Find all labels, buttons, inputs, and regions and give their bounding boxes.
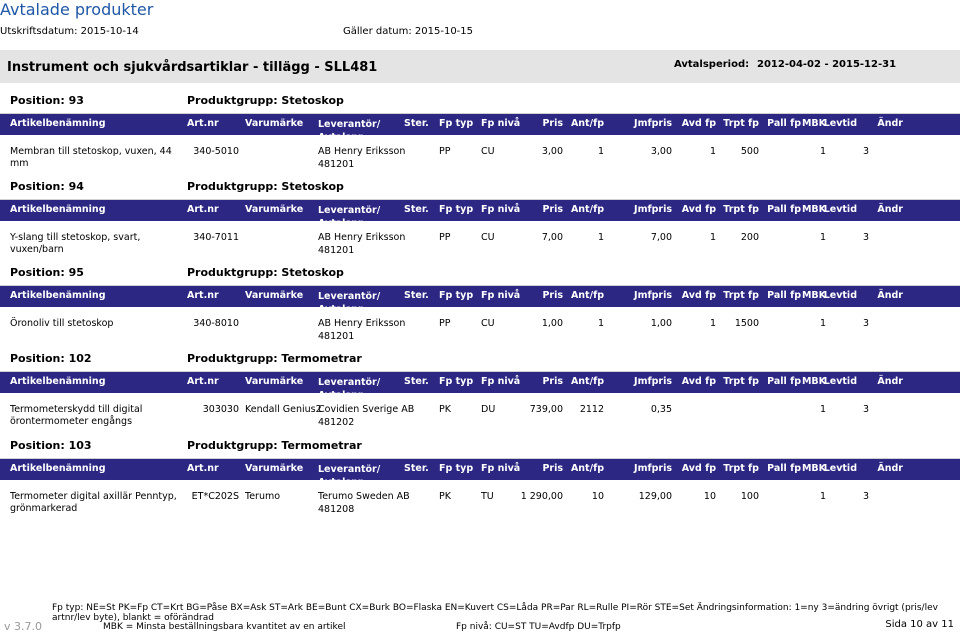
cell-trptfp: 100: [740, 491, 759, 502]
column-header-jmfpris: Jmfpris: [634, 463, 672, 474]
cell-leverantor: Covidien Sverige AB: [318, 404, 415, 415]
column-header-pallfp: Pall fp: [767, 463, 801, 474]
cell-avtalsnr: 481202: [318, 417, 355, 428]
column-header-fpniva: Fp nivå: [481, 463, 521, 474]
cell-artikel: Termometerskydd till digital örontermometer engångs: [10, 404, 143, 427]
column-header-fptyp: Fp typ: [439, 118, 474, 129]
cell-fpniva: DU: [481, 404, 496, 415]
cell-artikel: Öronoliv till stetoskop: [10, 318, 114, 329]
cell-fptyp: PP: [439, 318, 451, 329]
position-header: [0, 177, 960, 201]
cell-avdfp: 1: [709, 232, 716, 243]
column-header-ster: Ster.: [404, 204, 429, 215]
cell-fptyp: PK: [439, 404, 451, 415]
position-label: Position: 103: [10, 439, 92, 452]
cell-antfp: 2112: [579, 404, 604, 415]
position-header: [0, 263, 960, 287]
column-header-jmfpris: Jmfpris: [634, 290, 672, 301]
cell-avtalsnr: 481201: [318, 245, 355, 256]
cell-artikel: Y-slang till stetoskop, svart, vuxen/barn: [10, 232, 141, 255]
cell-fptyp: PP: [439, 232, 451, 243]
column-header-mbk: MBK: [801, 376, 826, 387]
column-header-artnr: Art.nr: [187, 290, 219, 301]
column-header-pris: Pris: [542, 376, 563, 387]
column-header-ster: Ster.: [404, 376, 429, 387]
column-header-avdfp: Avd fp: [681, 376, 716, 387]
cell-artnr: 340-7011: [193, 232, 239, 243]
cell-antfp: 1: [597, 146, 604, 157]
cell-jmfpris: 0,35: [650, 404, 672, 415]
column-header-mbk: MBK: [801, 290, 826, 301]
cell-artnr: 303030: [202, 404, 239, 415]
cell-jmfpris: 3,00: [650, 146, 672, 157]
cell-leverantor: AB Henry Eriksson: [318, 232, 406, 243]
table-header: [0, 372, 960, 401]
cell-levtid: 3: [862, 318, 869, 329]
main-title: Instrument och sjukvårdsartiklar - tillägg - SLL481: [7, 60, 378, 75]
column-header-artikel: Artikelbenämning: [10, 376, 106, 387]
column-header-trptfp: Trpt fp: [723, 118, 759, 129]
column-header-andr: Ändr: [877, 376, 903, 387]
version-label: v 3.7.0: [4, 620, 42, 633]
position-section: [0, 263, 960, 345]
position-label: Position: 94: [10, 180, 84, 193]
column-header-antfp: Ant/fp: [570, 118, 604, 129]
product-group-label: Produktgrupp: Termometrar: [187, 439, 362, 452]
column-header-artnr: Art.nr: [187, 204, 219, 215]
column-header-artikel: Artikelbenämning: [10, 118, 106, 129]
column-header-andr: Ändr: [877, 204, 903, 215]
product-group-label: Produktgrupp: Termometrar: [187, 352, 362, 365]
table-header: [0, 459, 960, 488]
column-header-andr: Ändr: [877, 463, 903, 474]
column-header-pallfp: Pall fp: [767, 204, 801, 215]
cell-antfp: 1: [597, 318, 604, 329]
column-header-leverantor: Leverantör/ Avtalsnr: [318, 291, 381, 315]
cell-avdfp: 1: [709, 146, 716, 157]
column-header-andr: Ändr: [877, 118, 903, 129]
cell-fpniva: CU: [481, 232, 495, 243]
column-header-pallfp: Pall fp: [767, 376, 801, 387]
column-header-fpniva: Fp nivå: [481, 118, 521, 129]
position-label: Position: 102: [10, 352, 92, 365]
cell-pris: 7,00: [541, 232, 563, 243]
cell-leverantor: Terumo Sweden AB: [318, 491, 410, 502]
column-header-avdfp: Avd fp: [681, 290, 716, 301]
product-group-label: Produktgrupp: Stetoskop: [187, 180, 344, 193]
column-header-varumarke: Varumärke: [245, 118, 304, 129]
column-header-pris: Pris: [542, 290, 563, 301]
footer-mbk: MBK = Minsta beställningsbara kvantitet av en artikel: [103, 622, 346, 632]
cell-pris: 1,00: [541, 318, 563, 329]
column-header-trptfp: Trpt fp: [723, 376, 759, 387]
column-header-fptyp: Fp typ: [439, 204, 474, 215]
cell-antfp: 1: [597, 232, 604, 243]
column-header-jmfpris: Jmfpris: [634, 376, 672, 387]
cell-leverantor: AB Henry Eriksson: [318, 146, 406, 157]
cell-artnr: 340-8010: [193, 318, 239, 329]
position-header: [0, 349, 960, 373]
cell-mbk: 1: [819, 404, 826, 415]
column-header-varumarke: Varumärke: [245, 376, 304, 387]
column-header-artnr: Art.nr: [187, 118, 219, 129]
position-section: [0, 177, 960, 259]
column-header-fptyp: Fp typ: [439, 463, 474, 474]
cell-levtid: 3: [862, 232, 869, 243]
period-value: 2012-04-02 - 2015-12-31: [757, 59, 897, 70]
cell-mbk: 1: [819, 232, 826, 243]
column-header-avdfp: Avd fp: [681, 204, 716, 215]
column-header-artnr: Art.nr: [187, 376, 219, 387]
cell-varumarke: Terumo: [245, 491, 281, 502]
cell-pris: 3,00: [541, 146, 563, 157]
table-header: [0, 114, 960, 143]
cell-levtid: 3: [862, 491, 869, 502]
table-header: [0, 286, 960, 315]
cell-jmfpris: 1,00: [650, 318, 672, 329]
title-bar: [0, 50, 960, 83]
column-header-mbk: MBK: [801, 463, 826, 474]
column-header-fptyp: Fp typ: [439, 376, 474, 387]
column-header-varumarke: Varumärke: [245, 204, 304, 215]
valid-date: Gäller datum: 2015-10-15: [343, 26, 474, 37]
cell-jmfpris: 129,00: [638, 491, 672, 502]
position-label: Position: 95: [10, 266, 84, 279]
column-header-leverantor: Leverantör/ Avtalsnr: [318, 377, 381, 401]
column-header-ster: Ster.: [404, 290, 429, 301]
cell-fpniva: CU: [481, 146, 495, 157]
cell-fpniva: TU: [481, 491, 494, 502]
column-header-ster: Ster.: [404, 463, 429, 474]
cell-artnr: ET*C202S: [191, 491, 239, 502]
cell-avtalsnr: 481208: [318, 504, 355, 515]
cell-mbk: 1: [819, 491, 826, 502]
cell-pris: 739,00: [529, 404, 563, 415]
column-header-mbk: MBK: [801, 204, 826, 215]
column-header-artikel: Artikelbenämning: [10, 290, 106, 301]
column-header-pris: Pris: [542, 118, 563, 129]
cell-avdfp: 1: [709, 318, 716, 329]
column-header-fpniva: Fp nivå: [481, 204, 521, 215]
column-header-antfp: Ant/fp: [570, 290, 604, 301]
column-header-trptfp: Trpt fp: [723, 204, 759, 215]
cell-fpniva: CU: [481, 318, 495, 329]
cell-avdfp: 10: [703, 491, 716, 502]
cell-jmfpris: 7,00: [650, 232, 672, 243]
column-header-varumarke: Varumärke: [245, 463, 304, 474]
column-header-andr: Ändr: [877, 290, 903, 301]
column-header-artikel: Artikelbenämning: [10, 463, 106, 474]
footer-legend: Fp typ: NE=St PK=Fp CT=Krt BG=Påse BX=Ask ST=Ark BE=Bunt CX=Burk BO=Flaska EN=Kuvert CS=Låda PR=Par RL=Rulle PI=Rör STE=Set Ändringsinformation: 1=ny 3=ändring övrigt (pris/lev artnr/lev byte), blankt = oförändrad: [52, 603, 938, 623]
column-header-fpniva: Fp nivå: [481, 290, 521, 301]
position-section: [0, 436, 960, 518]
cell-artikel: Termometer digital axillär Penntyp, grönmarkerad: [10, 491, 177, 514]
print-date: Utskriftsdatum: 2015-10-14: [0, 26, 139, 37]
position-header: [0, 91, 960, 115]
column-header-leverantor: Leverantör/ Avtalsnr: [318, 464, 381, 488]
cell-levtid: 3: [862, 146, 869, 157]
column-header-levtid: Levtid: [823, 204, 857, 215]
table-header: [0, 200, 960, 229]
position-header: [0, 436, 960, 460]
cell-leverantor: AB Henry Eriksson: [318, 318, 406, 329]
column-header-avdfp: Avd fp: [681, 118, 716, 129]
cell-antfp: 10: [591, 491, 604, 502]
cell-avtalsnr: 481201: [318, 159, 355, 170]
column-header-artikel: Artikelbenämning: [10, 204, 106, 215]
column-header-ster: Ster.: [404, 118, 429, 129]
position-section: [0, 349, 960, 431]
column-header-pallfp: Pall fp: [767, 118, 801, 129]
document-title: Avtalade produkter: [0, 0, 154, 19]
cell-levtid: 3: [862, 404, 869, 415]
cell-artnr: 340-5010: [193, 146, 239, 157]
page-number: Sida 10 av 11: [885, 619, 954, 630]
cell-trptfp: 200: [740, 232, 759, 243]
column-header-levtid: Levtid: [823, 118, 857, 129]
column-header-antfp: Ant/fp: [570, 376, 604, 387]
column-header-mbk: MBK: [801, 118, 826, 129]
column-header-levtid: Levtid: [823, 376, 857, 387]
cell-trptfp: 500: [740, 146, 759, 157]
footer-fpniva: Fp nivå: CU=ST TU=Avdfp DU=Trpfp: [456, 622, 621, 632]
cell-fptyp: PK: [439, 491, 451, 502]
product-group-label: Produktgrupp: Stetoskop: [187, 266, 344, 279]
product-group-label: Produktgrupp: Stetoskop: [187, 94, 344, 107]
cell-artikel: Membran till stetoskop, vuxen, 44 mm: [10, 146, 172, 169]
column-header-jmfpris: Jmfpris: [634, 118, 672, 129]
column-header-leverantor: Leverantör/ Avtalsnr: [318, 205, 381, 229]
column-header-pallfp: Pall fp: [767, 290, 801, 301]
column-header-pris: Pris: [542, 204, 563, 215]
column-header-trptfp: Trpt fp: [723, 290, 759, 301]
cell-trptfp: 1500: [734, 318, 759, 329]
column-header-levtid: Levtid: [823, 290, 857, 301]
cell-avtalsnr: 481201: [318, 331, 355, 342]
column-header-jmfpris: Jmfpris: [634, 204, 672, 215]
cell-pris: 1 290,00: [520, 491, 563, 502]
period-label: Avtalsperiod:: [674, 59, 750, 70]
column-header-fpniva: Fp nivå: [481, 376, 521, 387]
column-header-pris: Pris: [542, 463, 563, 474]
column-header-fptyp: Fp typ: [439, 290, 474, 301]
column-header-levtid: Levtid: [823, 463, 857, 474]
position-section: [0, 91, 960, 173]
cell-mbk: 1: [819, 318, 826, 329]
column-header-artnr: Art.nr: [187, 463, 219, 474]
cell-mbk: 1: [819, 146, 826, 157]
column-header-avdfp: Avd fp: [681, 463, 716, 474]
column-header-leverantor: Leverantör/ Avtalsnr: [318, 119, 381, 143]
column-header-trptfp: Trpt fp: [723, 463, 759, 474]
position-label: Position: 93: [10, 94, 84, 107]
column-header-antfp: Ant/fp: [570, 463, 604, 474]
cell-varumarke: Kendall Genius2: [245, 404, 322, 415]
column-header-varumarke: Varumärke: [245, 290, 304, 301]
column-header-antfp: Ant/fp: [570, 204, 604, 215]
cell-fptyp: PP: [439, 146, 451, 157]
